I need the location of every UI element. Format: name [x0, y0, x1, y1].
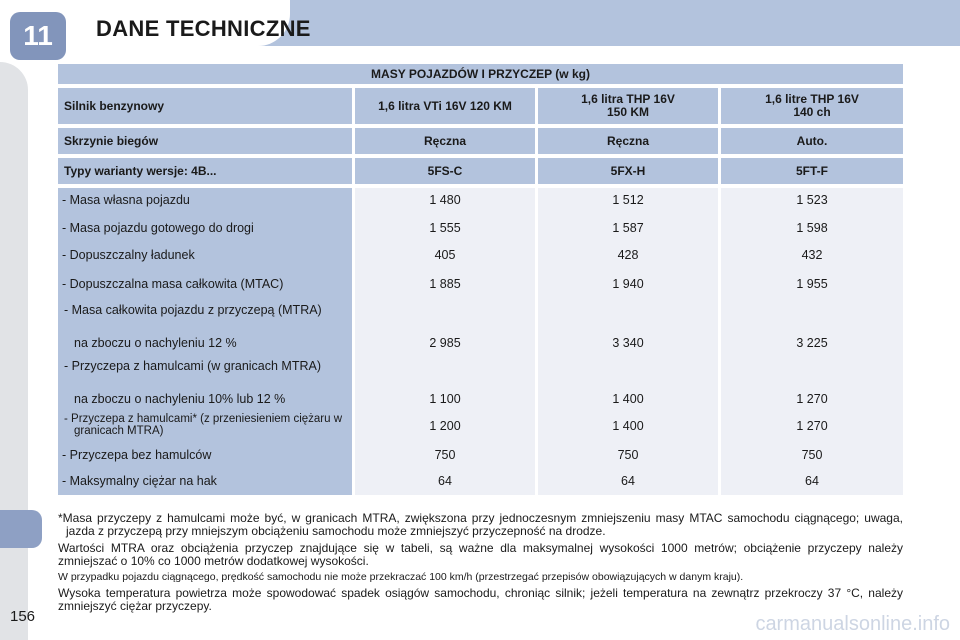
table-cell: 3 225 [796, 336, 828, 350]
table-cell: 750 [801, 448, 823, 462]
note-speed-limit: W przypadku pojazdu ciągnącego, prędkość samochodu nie może przekraczać 100 km/h (przestrzegać przepisów obowiązujących w danym kraju). [58, 571, 744, 583]
gearbox-col-1: Ręczna [355, 128, 535, 154]
table-cell: 64 [621, 474, 635, 488]
row-label: - Masa własna pojazdu [62, 193, 190, 207]
table-cell: 1 955 [796, 277, 828, 291]
table-cell: 1 512 [612, 193, 644, 207]
engine-col-3: 1,6 litre THP 16V 140 ch [721, 88, 903, 124]
table-cell: 1 200 [429, 419, 461, 433]
variant-col-3: 5FT-F [721, 158, 903, 184]
table-cell: 1 940 [612, 277, 644, 291]
table-cell: 3 340 [612, 336, 644, 350]
chapter-badge: 11 [10, 12, 66, 60]
row-label: - Dopuszczalny ładunek [62, 248, 195, 262]
table-cell: 750 [434, 448, 456, 462]
row-label: - Przyczepa bez hamulców [62, 448, 212, 462]
values-column-1 [355, 188, 535, 495]
note-temperature: Wysoka temperatura powietrza może spowodować spadek osiągów samochodu, chroniąc silnik; jeżeli temperatura na zewnątrz przekroczy 37 °C, należy zmniejszyć ciężar przyczepy. [58, 586, 903, 613]
table-cell: 1 270 [796, 392, 828, 406]
gearbox-label: Skrzynie biegów [58, 128, 352, 154]
row-label: - Masa całkowita pojazdu z przyczepą (MTRA) [64, 303, 322, 317]
gearbox-col-3: Auto. [721, 128, 903, 154]
page-number: 156 [10, 608, 36, 625]
table-caption: MASY POJAZDÓW I PRZYCZEP (w kg) [58, 64, 903, 84]
variant-col-1: 5FS-C [355, 158, 535, 184]
gearbox-col-2: Ręczna [538, 128, 718, 154]
values-column-2 [538, 188, 718, 495]
table-cell: 432 [801, 248, 823, 262]
table-cell: 1 100 [429, 392, 461, 406]
table-cell: 1 270 [796, 419, 828, 433]
variant-label: Typy warianty wersje: 4B... [58, 158, 352, 184]
page-title: DANE TECHNICZNE [96, 16, 311, 41]
engine-col-1: 1,6 litra VTi 16V 120 KM [355, 88, 535, 124]
engine-row [58, 88, 903, 124]
row-label: - Dopuszczalna masa całkowita (MTAC) [62, 277, 284, 291]
notes-section [58, 512, 903, 613]
table-cell: 428 [617, 248, 639, 262]
watermark: carmanualsonline.info [755, 613, 950, 635]
row-label: - Masa pojazdu gotowego do drogi [62, 221, 254, 235]
variant-col-2: 5FX-H [538, 158, 718, 184]
note-mtra-altitude: Wartości MTRA oraz obciążenia przyczep znajdujące się w tabeli, są ważne dla maksymalnej wysokości 1000 metrów; obciążenie przyczepy należy zmniejszać o 10% co 1000 metrów dodatkowej wysokości. [58, 541, 903, 568]
engine-col-2: 1,6 litra THP 16V 150 KM [538, 88, 718, 124]
footnote-trailer-mass: *Masa przyczepy z hamulcami może być, w granicach MTRA, zwiększona przy jednoczesnym zmniejszeniu masy MTAC samochodu ciągnącego; uwaga, jazda z przyczepą przy mniejszym obciążeniu samochodu może zmniejszyć przyczepność na drodze. [58, 511, 903, 538]
table-cell: 750 [617, 448, 639, 462]
gearbox-row [58, 128, 903, 154]
engine-label: Silnik benzynowy [58, 88, 352, 124]
weights-table [58, 64, 903, 495]
row-label: na zboczu o nachyleniu 12 % [74, 336, 237, 350]
table-body [58, 188, 903, 495]
table-cell: 1 555 [429, 221, 461, 235]
row-label: - Przyczepa z hamulcami (w granicach MTRA) [64, 359, 322, 373]
table-cell: 1 587 [612, 221, 644, 235]
table-cell: 405 [434, 248, 456, 262]
row-label: - Przyczepa z hamulcami* (z przeniesieniem ciężaru w granicach MTRA) [64, 413, 343, 437]
values-column-3 [721, 188, 903, 495]
table-cell: 1 400 [612, 419, 644, 433]
table-cell: 2 985 [429, 336, 461, 350]
table-cell: 1 885 [429, 277, 461, 291]
row-label: na zboczu o nachyleniu 10% lub 12 % [74, 392, 286, 406]
left-margin-strip [0, 62, 28, 640]
variant-row [58, 158, 903, 184]
table-cell: 64 [805, 474, 819, 488]
table-cell: 1 598 [796, 221, 828, 235]
table-cell: 1 523 [796, 193, 828, 207]
row-labels-column [58, 188, 352, 495]
table-cell: 1 480 [429, 193, 461, 207]
chapter-tab-marker [0, 510, 42, 548]
row-label: - Maksymalny ciężar na hak [62, 474, 217, 488]
table-cell: 1 400 [612, 392, 644, 406]
table-cell: 64 [438, 474, 452, 488]
